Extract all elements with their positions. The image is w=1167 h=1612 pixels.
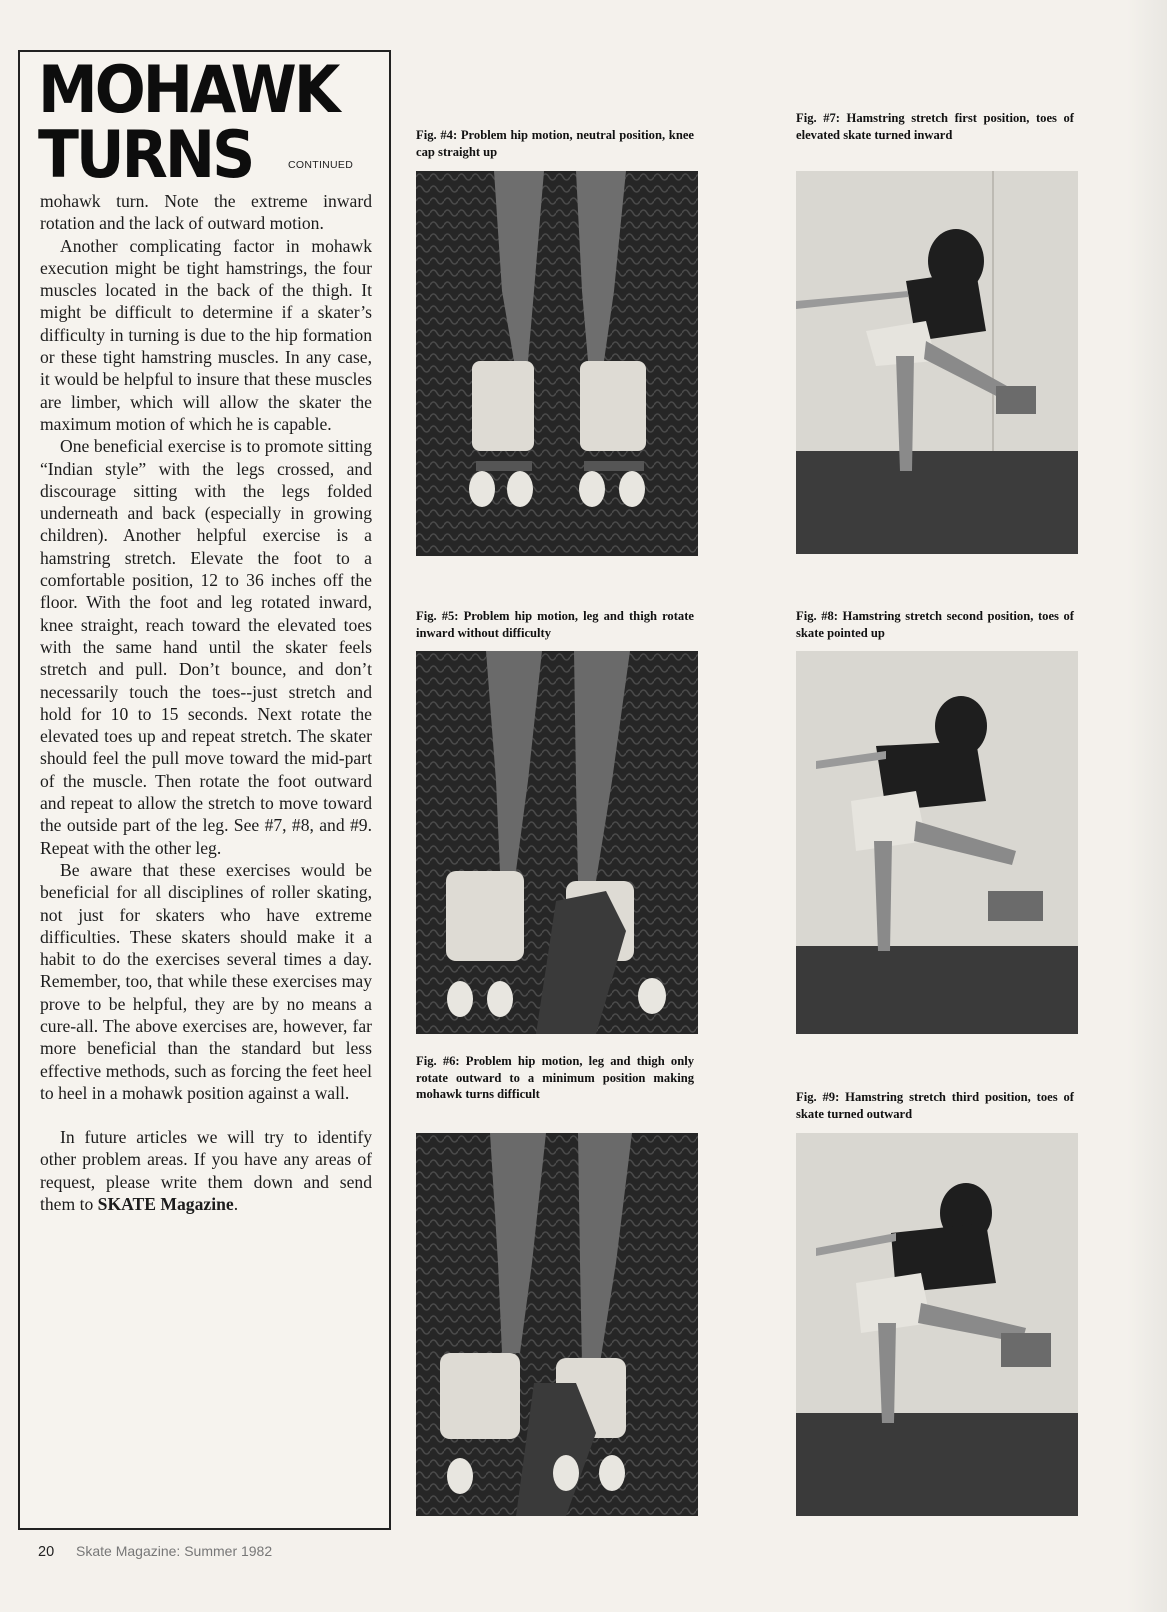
- fig8-caption: Fig. #8: Hamstring stretch second position, toes of skate pointed up: [796, 609, 1074, 640]
- fig5-photo: [416, 651, 698, 1034]
- paragraph-5-text: In future articles we will try to identify other problem areas. If you have any areas of request, please write them down and send them to: [40, 1127, 372, 1215]
- continued-label: CONTINUED: [288, 159, 354, 171]
- paragraph-4: Be aware that these exercises would be beneficial for all disciplines of roller skating, not just for skaters who have extreme difficulties. These skaters should make it a habit to do the exercises several times a day. Remember, too, that while these exercises may prove to be helpful, they are by no means a cure-all. The above exercises are, however, far more beneficial than the standard but less effective methods, such as forcing the feet heel to heel in a mohawk position against a wall.: [40, 859, 372, 1103]
- fig4-photo: [416, 171, 698, 556]
- page-number: 20: [38, 1544, 55, 1560]
- fig9-photo: [796, 1133, 1078, 1516]
- publication-info: Skate Magazine: Summer 1982: [76, 1543, 273, 1559]
- article-body: [40, 190, 372, 1215]
- closing-period: .: [233, 1194, 239, 1215]
- fig6-photo: [416, 1133, 698, 1516]
- paragraph-1: mohawk turn. Note the extreme inward rotation and the lack of outward motion.: [40, 191, 372, 234]
- page-edge-shadow: [1127, 0, 1167, 1612]
- paragraph-5: [40, 1126, 372, 1215]
- fig7-caption: Fig. #7: Hamstring stretch first position, toes of elevated skate turned inward: [796, 111, 1074, 142]
- fig7-photo: [796, 171, 1078, 554]
- page-footer: [38, 1543, 272, 1560]
- fig5-caption: Fig. #5: Problem hip motion, leg and thigh rotate inward without difficulty: [416, 609, 694, 640]
- fig6-caption: Fig. #6: Problem hip motion, leg and thigh only rotate outward to a minimum position making mohawk turns difficult: [416, 1054, 694, 1102]
- paragraph-3: One beneficial exercise is to promote sitting “Indian style” with the legs crossed, and discourage sitting with the legs folded underneath and back (especially in growing children). Another helpful exercise is a hamstring stretch. Elevate the foot to a comfortable position, 12 to 36 inches off the floor. With the foot and leg rotated inward, knee straight, reach toward the elevated toes with the same hand until the skater feels stretch and pull. Don’t bounce, and don’t necessarily touch the toes--just stretch and hold for 10 to 15 seconds. Next rotate the elevated toes up and repeat stretch. The skater should feel the pull move toward the mid-part of the muscle. Then rotate the foot outward and repeat to allow the stretch to move toward the outside part of the leg. See #7, #8, and #9. Repeat with the other leg.: [40, 436, 372, 858]
- paragraph-2: Another complicating factor in mohawk execution might be tight hamstrings, the four muscles located in the back of the thigh. It might be difficult to determine if a skater’s difficulty in turning is due to the hip formation or these tight hamstring muscles. In any case, it would be helpful to insure that these muscles are limber, which will allow the skater the maximum motion of which he is capable.: [40, 235, 372, 434]
- article-box: [18, 50, 391, 1530]
- headline-line-2: TURNS: [38, 117, 253, 193]
- headline-line-1: MOHAWK: [38, 52, 338, 129]
- fig8-photo: [796, 651, 1078, 1034]
- fig9-caption: Fig. #9: Hamstring stretch third position, toes of skate turned outward: [796, 1090, 1074, 1121]
- magazine-name: SKATE Magazine: [97, 1194, 234, 1215]
- fig4-caption: Fig. #4: Problem hip motion, neutral position, knee cap straight up: [416, 128, 694, 159]
